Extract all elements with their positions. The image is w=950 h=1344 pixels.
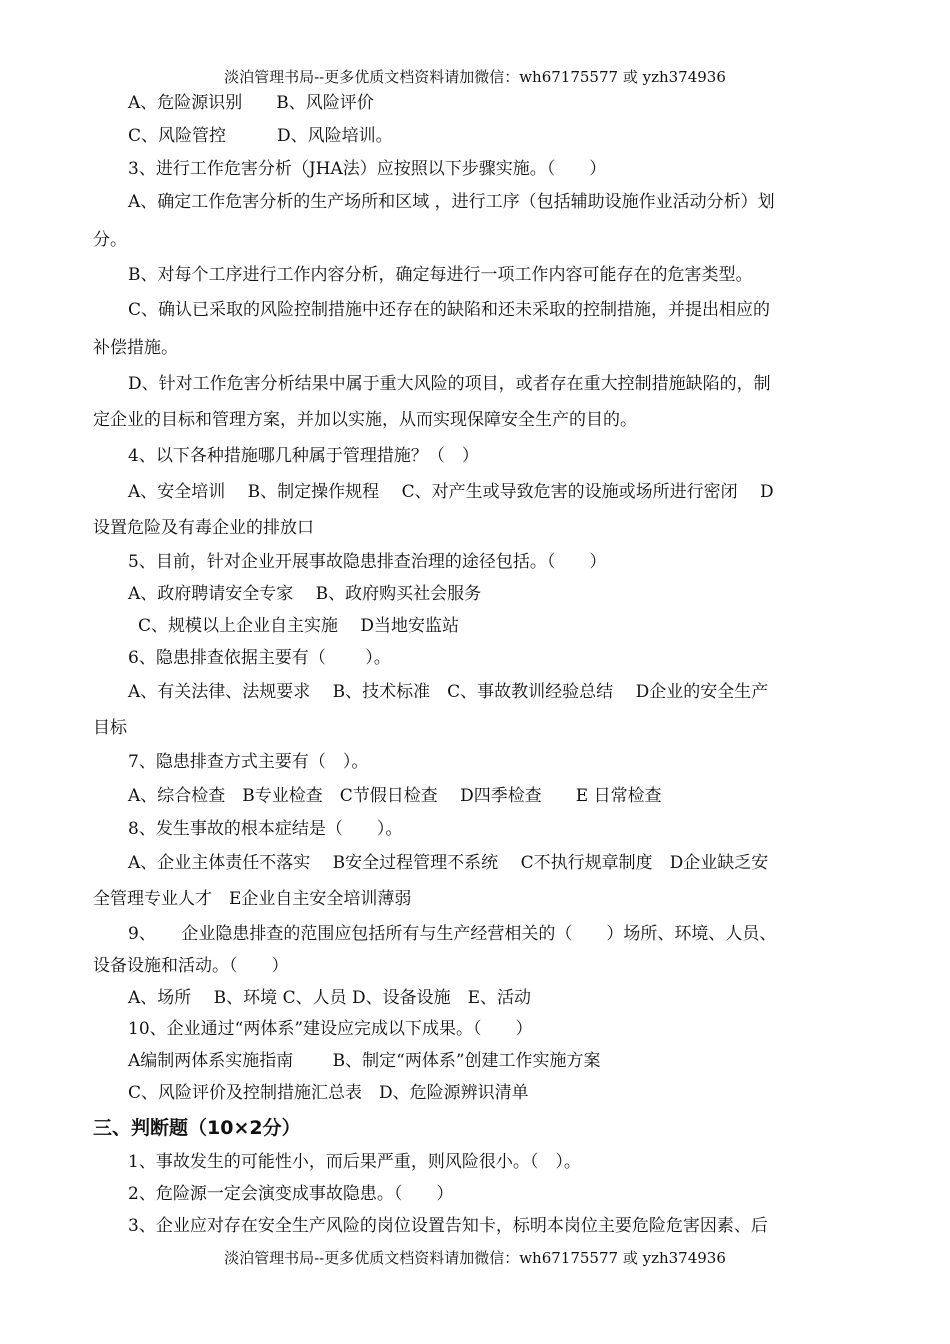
text-line: 10、企业通过“两体系”建设应完成以下成果。（ ） — [128, 1019, 533, 1039]
text-line: 定企业的目标和管理方案，并加以实施，从而实现保障安全生产的目的。 — [93, 410, 637, 430]
text-line: 目标 — [93, 718, 127, 738]
text-line: C、风险评价及控制措施汇总表 D、危险源辨识清单 — [128, 1083, 529, 1103]
text-line: A、政府聘请安全专家 B、政府购买社会服务 — [128, 584, 482, 604]
text-line: C、确认已采取的风险控制措施中还存在的缺陷和还未采取的控制措施，并提出相应的 — [128, 300, 771, 320]
text-line: 7、隐患排查方式主要有（ ）。 — [128, 752, 369, 772]
text-line: 分。 — [93, 230, 127, 250]
text-line: A、综合检查 B专业检查 C节假日检查 D四季检查 E 日常检查 — [128, 786, 662, 806]
text-line: A、确定工作危害分析的生产场所和区域 ，进行工序（包括辅助设施作业活动分析）划 — [128, 192, 775, 212]
text-line: C、风险管控 D、风险培训。 — [128, 126, 393, 146]
text-line: 2、危险源一定会演变成事故隐患。（ ） — [128, 1184, 454, 1204]
text-line: B、对每个工序进行工作内容分析，确定每进行一项工作内容可能存在的危害类型。 — [128, 265, 753, 285]
text-line: A、场所 B、环境 C、人员 D、设备设施 E、活动 — [128, 988, 532, 1008]
text-line: 补偿措施。 — [93, 338, 178, 358]
text-line: C、规模以上企业自主实施 D当地安监站 — [138, 616, 460, 636]
page-header: 淡泊管理书局--更多优质文档资料请加微信：wh67175577 或 yzh374936 — [224, 68, 726, 86]
text-line: A编制两体系实施指南 B、制定“两体系”创建工作实施方案 — [128, 1051, 601, 1071]
text-line: A、危险源识别 B、风险评价 — [128, 93, 374, 113]
text-line: 3、进行工作危害分析（JHA法）应按照以下步骤实施。（ ） — [128, 159, 607, 179]
text-line: 1、事故发生的可能性小，而后果严重，则风险很小。（ ）。 — [128, 1152, 581, 1172]
text-line: A、有关法律、法规要求 B、技术标准 C、事故教训经验总结 D企业的安全生产 — [128, 682, 769, 702]
page-footer: 淡泊管理书局--更多优质文档资料请加微信：wh67175577 或 yzh374936 — [224, 1249, 726, 1267]
text-line: 6、隐患排查依据主要有（ ）。 — [128, 648, 391, 668]
text-line: 设置危险及有毒企业的排放口 — [93, 518, 314, 538]
text-line: 3、企业应对存在安全生产风险的岗位设置告知卡，标明本岗位主要危险危害因素、后 — [128, 1216, 768, 1236]
text-line: 设备设施和活动。（ ） — [93, 956, 289, 976]
text-line: 8、发生事故的根本症结是（ ）。 — [128, 819, 403, 839]
text-line: 全管理专业人才 E企业自主安全培训薄弱 — [93, 889, 412, 909]
text-line: A、企业主体责任不落实 B安全过程管理不系统 C不执行规章制度 D企业缺乏安 — [128, 853, 769, 873]
text-line: 9、 企业隐患排查的范围应包括所有与生产经营相关的（ ）场所、环境、人员、 — [128, 924, 777, 944]
text-line: 4、以下各种措施哪几种属于管理措施？（ ） — [128, 446, 479, 466]
text-line: 5、目前，针对企业开展事故隐患排查治理的途径包括。（ ） — [128, 552, 607, 572]
text-line: D、针对工作危害分析结果中属于重大风险的项目，或者存在重大控制措施缺陷的，制 — [128, 374, 771, 394]
section-heading: 三、判断题（10×2分） — [93, 1117, 301, 1139]
text-line: A、安全培训 B、制定操作规程 C、对产生或导致危害的设施或场所进行密闭 D — [128, 482, 774, 502]
